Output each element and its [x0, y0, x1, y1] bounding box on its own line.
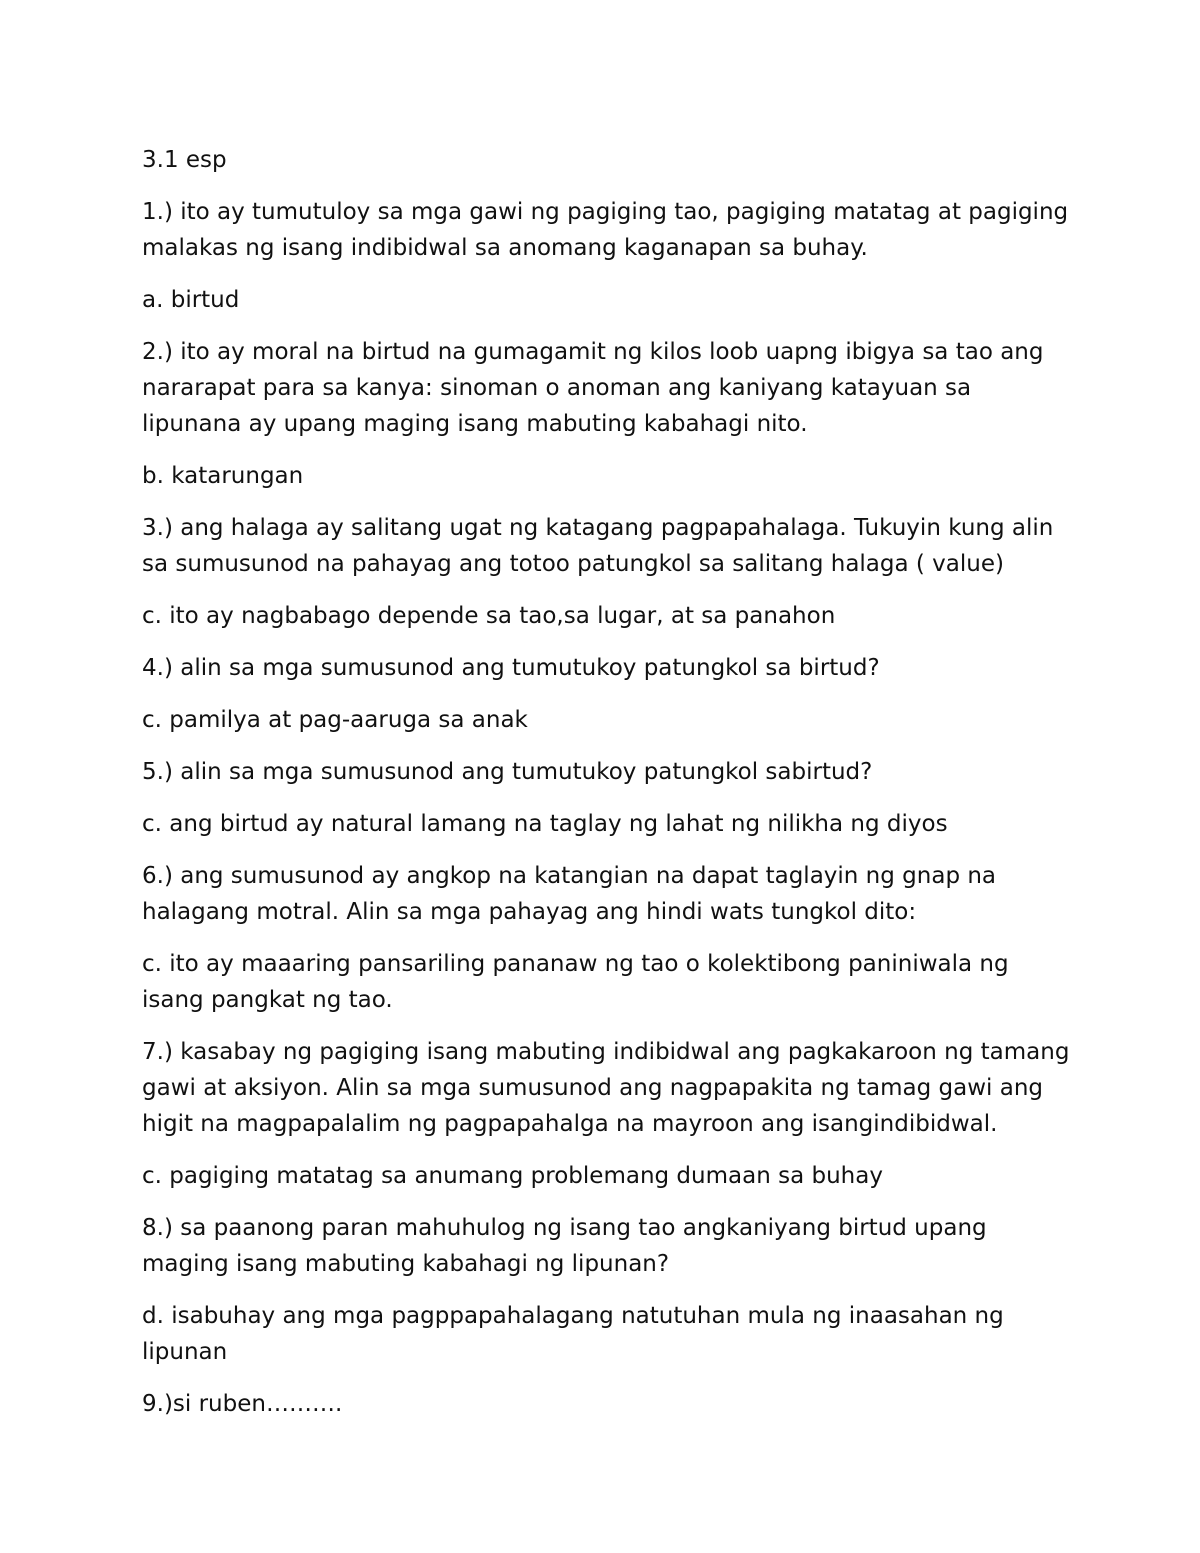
question-6: 6.) ang sumusunod ay angkop na katangian na dapat taglayin ng gnap na halagang motral. Alin sa mga pahayag ang hindi wats tungkol dito: — [142, 863, 997, 925]
answer-3: c. ito ay nagbabago depende sa tao,sa lugar, at sa panahon — [142, 603, 836, 629]
question-7: 7.) kasabay ng pagiging isang mabuting indibidwal ang pagkakaroon ng tamang gawi at aksiyon. Alin sa mga sumusunod ang nagpapakita ng tamag gawi ang higit na magpapalalim ng pagpapahalga na mayroon ang isangindibidwal. — [142, 1039, 1070, 1137]
question-3: 3.) ang halaga ay salitang ugat ng katagang pagpapahalaga. Tukuyin kung alin sa sumusunod na pahayag ang totoo patungkol sa salitang halaga ( value) — [142, 515, 1054, 577]
document-body — [142, 142, 1072, 1438]
question-4: 4.) alin sa mga sumusunod ang tumutukoy patungkol sa birtud? — [142, 655, 880, 681]
question-8: 8.) sa paanong paran mahuhulog ng isang tao angkaniyang birtud upang maging isang mabuting kabahagi ng lipunan? — [142, 1215, 987, 1277]
question-5: 5.) alin sa mga sumusunod ang tumutukoy patungkol sabirtud? — [142, 759, 873, 785]
answer-6: c. ito ay maaaring pansariling pananaw ng tao o kolektibong paniniwala ng isang pangkat ng tao. — [142, 951, 1009, 1013]
closing-line: 9.)si ruben………. — [142, 1391, 343, 1417]
document-heading: 3.1 esp — [142, 147, 227, 173]
answer-2: b. katarungan — [142, 463, 304, 489]
question-2: 2.) ito ay moral na birtud na gumagamit ng kilos loob uapng ibigya sa tao ang nararapat para sa kanya: sinoman o anoman ang kaniyang katayuan sa lipunana ay upang maging isang mabuting kabahagi nito. — [142, 339, 1044, 437]
answer-1: a. birtud — [142, 287, 240, 313]
question-1: 1.) ito ay tumutuloy sa mga gawi ng pagiging tao, pagiging matatag at pagiging malakas ng isang indibidwal sa anomang kaganapan sa buhay. — [142, 199, 1069, 261]
answer-8: d. isabuhay ang mga pagppapahalagang natutuhan mula ng inaasahan ng lipunan — [142, 1303, 1004, 1365]
answer-5: c. ang birtud ay natural lamang na taglay ng lahat ng nilikha ng diyos — [142, 811, 948, 837]
answer-4: c. pamilya at pag-aaruga sa anak — [142, 707, 528, 733]
answer-7: c. pagiging matatag sa anumang problemang dumaan sa buhay — [142, 1163, 883, 1189]
